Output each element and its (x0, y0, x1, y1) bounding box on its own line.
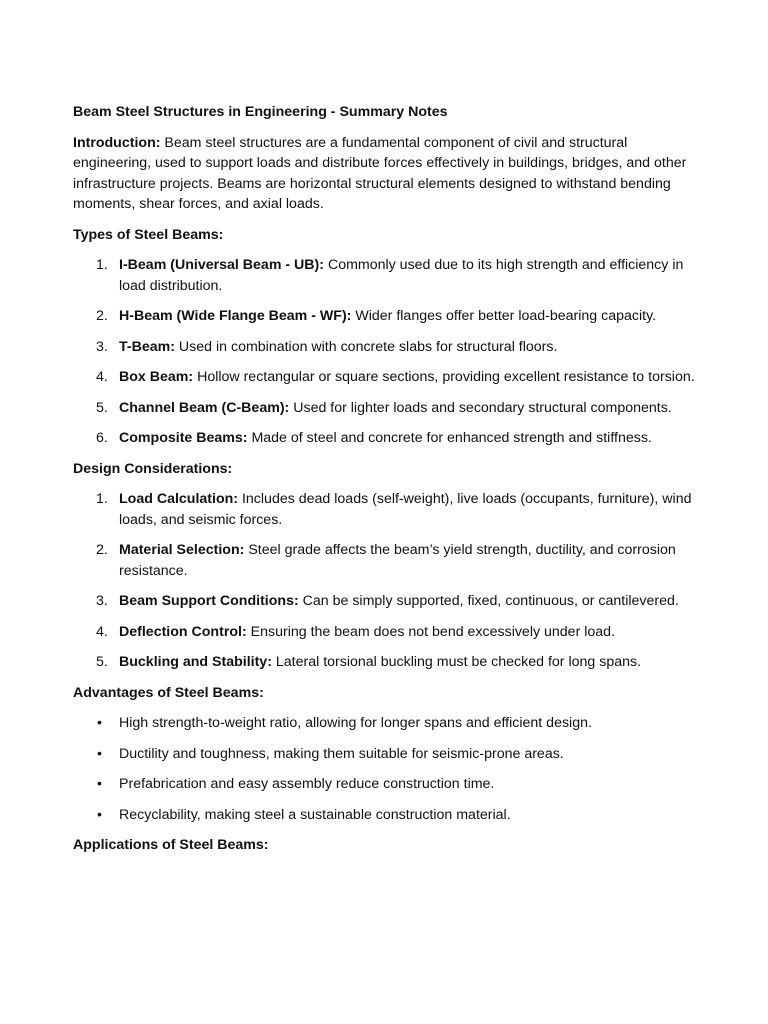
list-item-text: Used in combination with concrete slabs for structural floors. (174, 338, 558, 355)
list-item-text: Commonly used due to its high strength and efficiency in load distribution. (119, 257, 684, 294)
list-number: 2. (96, 542, 108, 558)
list-item-term: Beam Support Conditions: (119, 593, 299, 609)
types-list-item (73, 428, 698, 449)
design-list-item (73, 540, 698, 581)
advantages-heading: Advantages of Steel Beams: (73, 684, 264, 701)
types-list-item (73, 337, 698, 358)
list-item-text: Hollow rectangular or square sections, providing excellent resistance to torsion. (193, 369, 695, 385)
types-list-item (73, 367, 698, 388)
list-number: 3. (96, 593, 108, 609)
list-item-term: T-Beam: (119, 338, 175, 355)
design-list-item (73, 652, 698, 673)
list-item-text: Lateral torsional buckling must be checked for long spans. (271, 654, 642, 670)
list-item-text: Wider flanges offer better load-bearing capacity. (351, 308, 657, 324)
advantages-list-item (73, 744, 698, 765)
intro-label: Introduction: (73, 134, 161, 151)
advantages-list-item (73, 774, 698, 795)
list-item-text: Steel grade affects the beam’s yield strength, ductility, and corrosion resistance. (119, 542, 676, 579)
list-item-text: Ductility and toughness, making them suitable for seismic-prone areas. (119, 745, 564, 762)
bullet-icon: • (97, 715, 102, 731)
list-item-text: High strength-to-weight ratio, allowing for longer spans and efficient design. (119, 715, 592, 731)
types-list-item (73, 306, 698, 327)
types-list-item (73, 398, 698, 419)
list-item-term: Box Beam: (119, 369, 194, 385)
list-item-term: Composite Beams: (119, 430, 248, 446)
types-list-item (73, 255, 698, 296)
list-item-text: Includes dead loads (self-weight), live loads (occupants, furniture), wind loads, and seismic forces. (119, 491, 692, 528)
list-number: 6. (96, 430, 108, 446)
list-item-text: Can be simply supported, fixed, continuous, or cantilevered. (298, 593, 679, 609)
bullet-icon: • (97, 776, 102, 792)
list-item-text: Ensuring the beam does not bend excessively under load. (246, 623, 616, 640)
list-number: 5. (96, 399, 108, 416)
list-item-text: Recyclability, making steel a sustainable construction material. (119, 806, 511, 823)
design-heading: Design Considerations: (73, 460, 233, 477)
intro-text: Beam steel structures are a fundamental component of civil and structural engineering, used to support loads and distribute forces effectively in buildings, bridges, and other infrastructure projects. Beams are horizontal structural elements designed to withstand bending moments, shear forces, and axial loads. (73, 134, 687, 212)
design-list-item (73, 489, 698, 530)
list-item-text: Prefabrication and easy assembly reduce construction time. (119, 776, 495, 792)
list-item-term: Material Selection: (119, 542, 245, 558)
list-number: 5. (96, 654, 108, 670)
list-item-text: Used for lighter loads and secondary structural components. (289, 399, 672, 416)
types-heading: Types of Steel Beams: (73, 226, 224, 243)
advantages-list (73, 713, 698, 825)
list-item-term: I-Beam (Universal Beam - UB): (119, 257, 324, 273)
intro-paragraph (73, 133, 698, 215)
list-item-term: Channel Beam (C-Beam): (119, 399, 290, 416)
applications-heading: Applications of Steel Beams: (73, 837, 269, 853)
design-list-item (73, 622, 698, 643)
advantages-list-item (73, 713, 698, 734)
list-item-term: Load Calculation: (119, 491, 239, 507)
list-item-term: Deflection Control: (119, 623, 247, 640)
list-item-text: Made of steel and concrete for enhanced strength and stiffness. (247, 430, 652, 446)
list-number: 3. (96, 338, 108, 355)
document-page (73, 102, 698, 866)
list-number: 1. (96, 491, 108, 507)
advantages-list-item (73, 805, 698, 826)
list-number: 4. (96, 623, 108, 640)
bullet-icon: • (97, 745, 102, 762)
list-number: 4. (96, 369, 108, 385)
list-number: 2. (96, 308, 108, 324)
design-list-item (73, 591, 698, 612)
list-item-term: H-Beam (Wide Flange Beam - WF): (119, 308, 352, 324)
design-list (73, 489, 698, 673)
list-item-term: Buckling and Stability: (119, 654, 272, 670)
list-number: 1. (96, 257, 108, 273)
bullet-icon: • (97, 806, 102, 823)
document-title: Beam Steel Structures in Engineering - Summary Notes (73, 104, 448, 120)
types-list (73, 255, 698, 449)
